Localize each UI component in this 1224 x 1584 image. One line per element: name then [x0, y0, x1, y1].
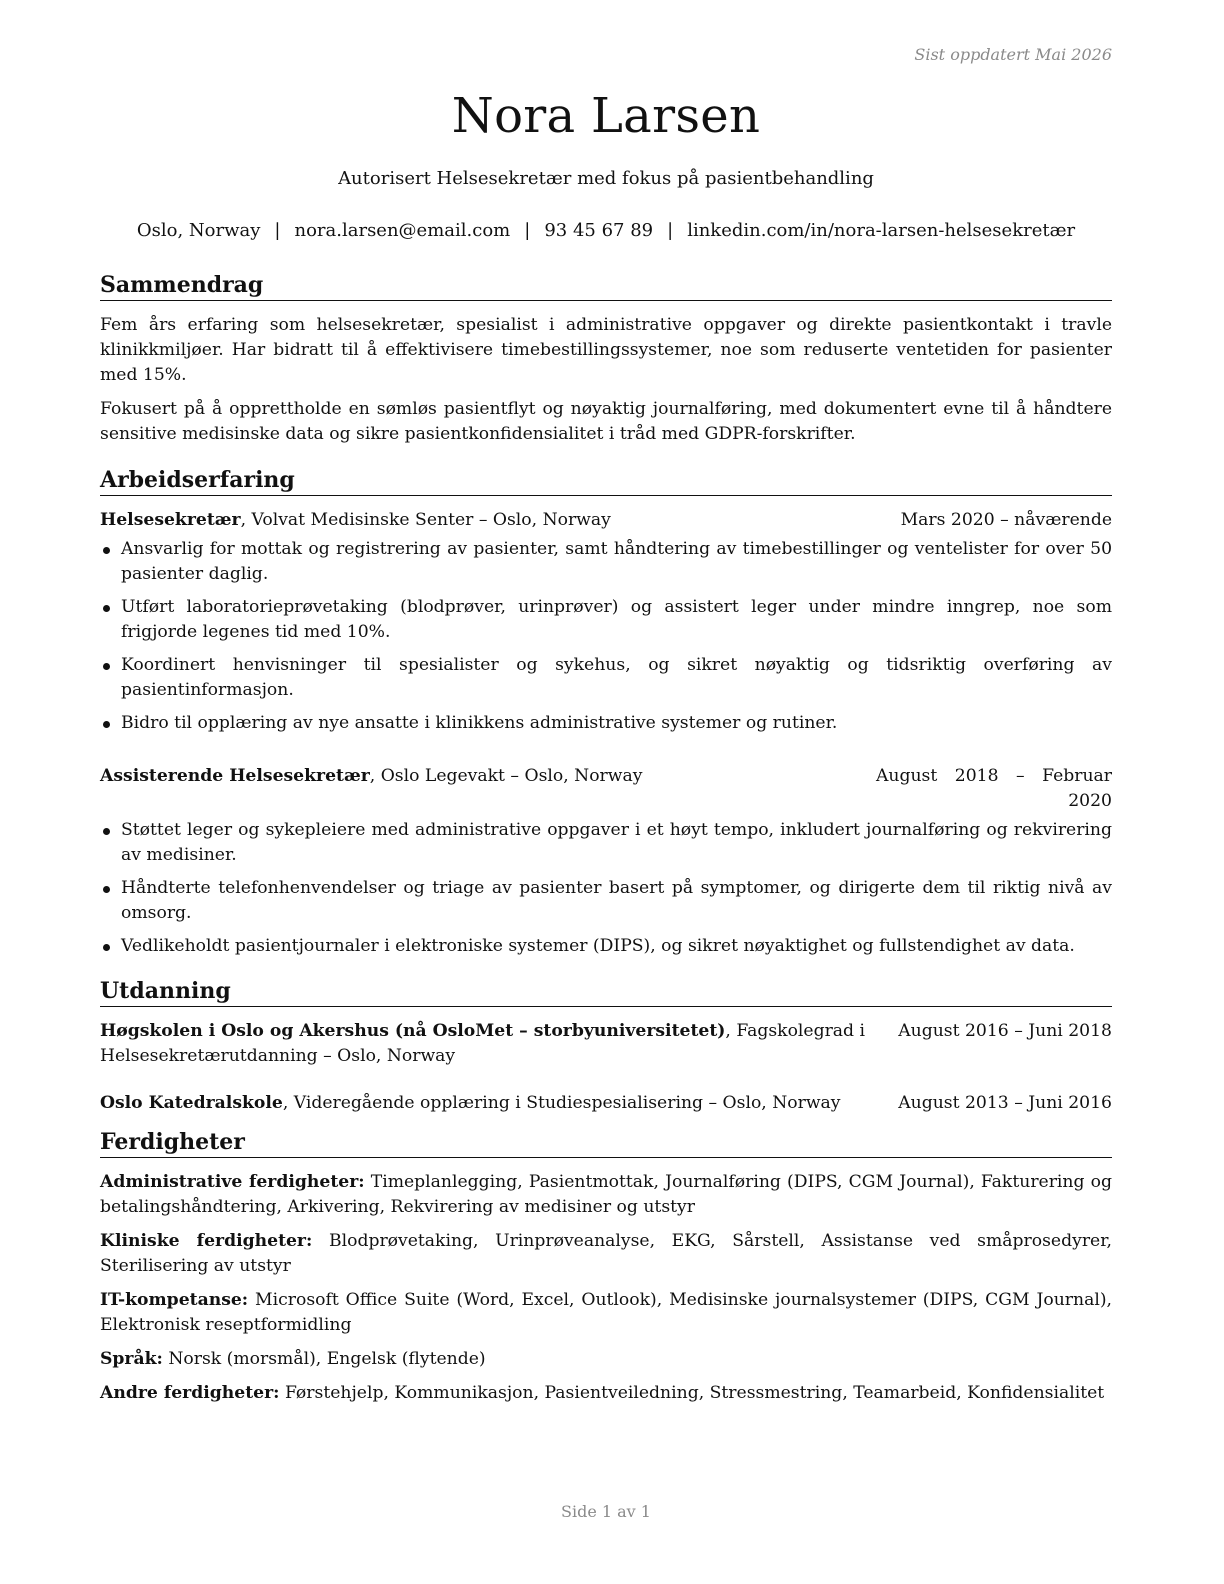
headline: Autorisert Helsesekretær med fokus på pasientbehandling: [338, 168, 874, 189]
job-date: Mars 2020 – nåværende: [900, 510, 1112, 530]
bullet-text: Vedlikeholdt pasientjournaler i elektroniske systemer (DIPS), og sikret nøyaktighet og fullstendighet av data.: [121, 936, 1075, 956]
skill-line: [100, 1229, 1112, 1279]
education-detail: , Videregående opplæring i Studiespesialisering – Oslo, Norway: [282, 1093, 841, 1113]
list-item: [100, 711, 1112, 736]
school-name: Høgskolen i Oslo og Akershus (nå OsloMet – storbyuniversitetet): [100, 1021, 726, 1041]
bullet-text: Håndterte telefonhenvendelser og triage av pasienter basert på symptomer, og dirigerte dem til riktig nivå av omsorg.: [121, 878, 1112, 923]
skill-label: Andre ferdigheter:: [100, 1383, 280, 1403]
bullet-icon: [103, 721, 110, 728]
bullet-text: Bidro til opplæring av nye ansatte i klinikkens administrative systemer og rutiner.: [121, 713, 838, 733]
list-item: [100, 537, 1112, 587]
bullet-icon: [103, 828, 110, 835]
summary-paragraph: Fokusert på å opprettholde en sømløs pasientflyt og nøyaktig journalføring, med dokumentert evne til å håndtere sensitive medisinske data og sikre pasientkonfidensialitet i tråd med GDPR-forskrifter.: [100, 399, 1112, 444]
skill-value: Førstehjelp, Kommunikasjon, Pasientveiledning, Stressmestring, Teamarbeid, Konfidensialitet: [279, 1383, 1105, 1403]
job-bullets: [100, 537, 1112, 736]
section-heading-education: Utdanning: [100, 977, 1112, 1007]
education-section: [100, 977, 1112, 1116]
job-organization: , Volvat Medisinske Senter – Oslo, Norway: [240, 510, 611, 530]
list-item: [100, 876, 1112, 926]
skill-label: Kliniske ferdigheter:: [100, 1231, 313, 1251]
bullet-text: Ansvarlig for mottak og registrering av pasienter, samt håndtering av timebestillinger og ventelister for over 50 pasienter daglig.: [121, 539, 1112, 584]
section-heading-skills: Ferdigheter: [100, 1128, 1112, 1158]
skill-line: [100, 1170, 1112, 1220]
resume-content: [100, 271, 1112, 1415]
education-entry: [100, 1019, 1112, 1069]
page-number: Side 1 av 1: [561, 1502, 651, 1521]
skill-value: Microsoft Office Suite (Word, Excel, Outlook), Medisinske journalsystemer (DIPS, CGM Journal), Elektronisk reseptformidling: [100, 1290, 1112, 1335]
bullet-icon: [103, 663, 110, 670]
job-header: [100, 508, 1112, 533]
contact-separator: |: [274, 220, 281, 241]
experience-section: [100, 466, 1112, 959]
bullet-text: Utført laboratorieprøvetaking (blodprøver, urinprøver) og assistert leger under mindre inngrep, noe som frigjorde legenes tid med 10%.: [121, 597, 1112, 642]
school-name: Oslo Katedralskole: [100, 1093, 283, 1113]
job-title: Assisterende Helsesekretær: [100, 766, 370, 786]
contact-email-link[interactable]: nora.larsen@email.com: [294, 220, 511, 241]
education-date: August 2013 – Juni 2016: [898, 1093, 1112, 1113]
education-date: August 2016 – Juni 2018: [898, 1021, 1112, 1041]
bullet-icon: [103, 605, 110, 612]
job-date: August 2018 – Februar 2020: [876, 766, 1112, 811]
contact-separator: |: [524, 220, 531, 241]
contact-phone: 93 45 67 89: [544, 220, 654, 241]
skill-line: [100, 1347, 1112, 1372]
skill-label: IT-kompetanse:: [100, 1290, 249, 1310]
job-header: [100, 764, 1112, 814]
summary-section: [100, 271, 1112, 447]
skill-label: Språk:: [100, 1349, 163, 1369]
skill-line: [100, 1381, 1112, 1406]
last-updated: Sist oppdatert Mai 2026: [914, 45, 1112, 64]
bullet-icon: [103, 886, 110, 893]
summary-paragraph: Fem års erfaring som helsesekretær, spesialist i administrative oppgaver og direkte pasientkontakt i travle klinikkmiljøer. Har bidratt til å effektivisere timebestillingssystemer, noe som reduserte ventetiden for pasienter med 15%.: [100, 315, 1112, 385]
bullet-icon: [103, 547, 110, 554]
skills-section: [100, 1128, 1112, 1406]
job-bullets: [100, 818, 1112, 959]
job-entry: [100, 508, 1112, 736]
contact-line: [100, 220, 1112, 241]
list-item: [100, 818, 1112, 868]
section-heading-summary: Sammendrag: [100, 271, 1112, 301]
skill-line: [100, 1288, 1112, 1338]
job-organization: , Oslo Legevakt – Oslo, Norway: [369, 766, 643, 786]
contact-location: Oslo, Norway: [136, 220, 261, 241]
list-item: [100, 653, 1112, 703]
job-title: Helsesekretær: [100, 510, 241, 530]
contact-linkedin-link[interactable]: linkedin.com/in/nora-larsen-helsesekretær: [687, 220, 1076, 241]
bullet-text: Koordinert henvisninger til spesialister og sykehus, og sikret nøyaktig og tidsriktig overføring av pasientinformasjon.: [121, 655, 1112, 700]
job-entry: [100, 764, 1112, 959]
skill-value: Timeplanlegging, Pasientmottak, Journalføring (DIPS, CGM Journal), Fakturering og betalingshåndtering, Arkivering, Rekvirering av medisiner og utstyr: [100, 1172, 1112, 1217]
education-entry: [100, 1091, 1112, 1116]
person-name: Nora Larsen: [451, 88, 761, 144]
skill-value: Norsk (morsmål), Engelsk (flytende): [162, 1349, 486, 1369]
bullet-icon: [103, 944, 110, 951]
bullet-text: Støttet leger og sykepleiere med administrative oppgaver i et høyt tempo, inkludert journalføring og rekvirering av medisiner.: [121, 820, 1112, 865]
contact-separator: |: [667, 220, 674, 241]
section-heading-experience: Arbeidserfaring: [100, 466, 1112, 496]
skill-value: Blodprøvetaking, Urinprøveanalyse, EKG, Sårstell, Assistanse ved småprosedyrer, Sterilisering av utstyr: [100, 1231, 1112, 1276]
skill-label: Administrative ferdigheter:: [100, 1172, 365, 1192]
list-item: [100, 934, 1112, 959]
education-detail: , Fagskolegrad i Helsesekretærutdanning – Oslo, Norway: [100, 1021, 866, 1066]
list-item: [100, 595, 1112, 645]
